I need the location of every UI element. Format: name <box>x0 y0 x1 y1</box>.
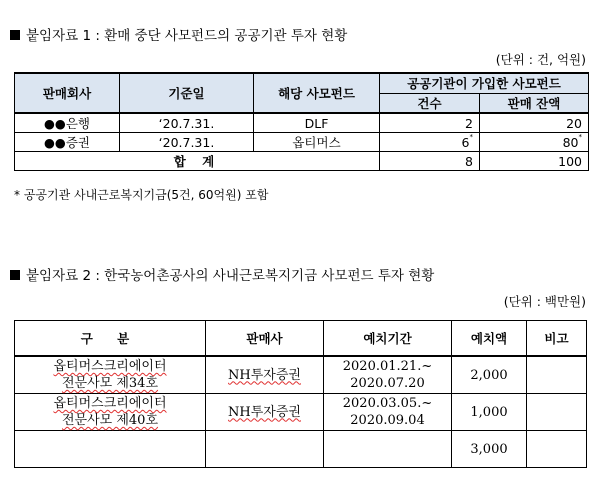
total-empty-cell <box>206 431 324 468</box>
section2-unit: (단위 : 백만원) <box>503 294 586 309</box>
header-remark: 비고 <box>527 321 587 357</box>
row-fund-name: 옵티머스크리에이터 전문사모 제40호 <box>15 394 206 431</box>
row-period: 2020.03.05.~ 2020.09.04 <box>324 394 452 431</box>
header-group: 공공기관이 가입한 사모펀드 <box>380 73 589 93</box>
row-period: 2020.01.21.~ 2020.07.20 <box>324 356 452 394</box>
section1-footnote: * 공공기관 사내근로복지기금(5건, 60억원) 포함 <box>14 188 269 202</box>
row-count: 6* <box>380 133 480 152</box>
row-balance: 80* <box>480 133 589 152</box>
total-balance: 100 <box>480 152 589 171</box>
row-amount: 1,000 <box>452 394 527 431</box>
row-fund-name: 옵티머스크리에이터 전문사모 제34호 <box>15 356 206 394</box>
row-remark <box>527 394 587 431</box>
row-company: ●●은행 <box>15 113 120 133</box>
row-seller: NH투자증권 <box>206 394 324 431</box>
header-count: 건수 <box>380 93 480 113</box>
asterisk-mark: * <box>469 132 473 141</box>
header-balance: 판매 잔액 <box>480 93 589 113</box>
row-fund: DLF <box>254 113 380 133</box>
table1-header-row-1 <box>15 73 589 93</box>
asterisk-mark: * <box>578 132 583 141</box>
row-company: ●●증권 <box>15 133 120 152</box>
total-empty-cell <box>15 431 206 468</box>
black-square-icon <box>10 30 20 40</box>
header-category: 구 분 <box>15 321 206 357</box>
table-row <box>15 356 587 394</box>
header-seller: 판매사 <box>206 321 324 357</box>
row-date: ‘20.7.31. <box>120 133 254 152</box>
row-amount: 2,000 <box>452 356 527 394</box>
table-row <box>15 113 589 133</box>
section1-unit: (단위 : 건, 억원) <box>495 52 586 67</box>
row-date: ‘20.7.31. <box>120 113 254 133</box>
header-company: 판매회사 <box>15 73 120 113</box>
header-base-date: 기준일 <box>120 73 254 113</box>
table-row <box>15 133 589 152</box>
total-count: 8 <box>380 152 480 171</box>
black-square-icon <box>10 270 20 280</box>
table1-total-row <box>15 152 589 171</box>
total-label: 합 계 <box>15 152 380 171</box>
header-fund: 해당 사모펀드 <box>254 73 380 113</box>
row-seller: NH투자증권 <box>206 356 324 394</box>
total-empty-cell <box>324 431 452 468</box>
section2-title: 붙임자료 2 : 한국농어촌공사의 사내근로복지기금 사모펀드 투자 현황 <box>10 264 434 284</box>
total-amount: 3,000 <box>452 431 527 468</box>
section1-title: 붙임자료 1 : 환매 중단 사모펀드의 공공기관 투자 현황 <box>10 24 347 44</box>
table2-total-row <box>15 431 587 468</box>
row-balance: 20 <box>480 113 589 133</box>
welfare-fund-investment-table <box>14 320 587 468</box>
total-empty-cell <box>527 431 587 468</box>
row-fund: 옵티머스 <box>254 133 380 152</box>
table-row <box>15 394 587 431</box>
public-institution-investment-table <box>14 72 589 171</box>
row-count: 2 <box>380 113 480 133</box>
header-period: 예치기간 <box>324 321 452 357</box>
row-remark <box>527 356 587 394</box>
header-amount: 예치액 <box>452 321 527 357</box>
table2-header-row <box>15 321 587 357</box>
